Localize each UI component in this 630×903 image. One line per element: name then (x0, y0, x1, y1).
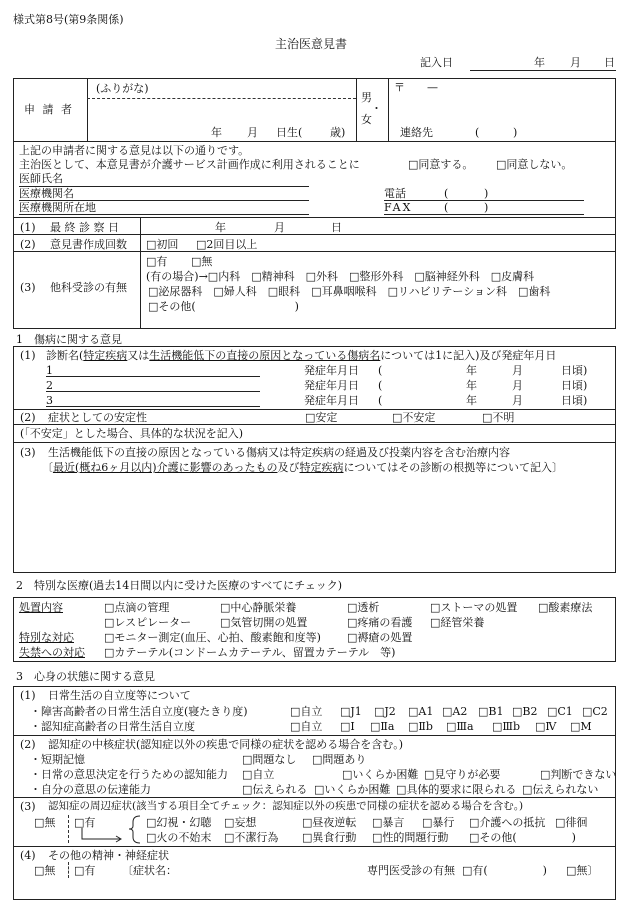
dementia-opt-2b[interactable]: □Ⅱb (408, 720, 433, 733)
institution-label: 医療機関名 (19, 187, 74, 200)
unstable-note: (「不安定」とした場合、具体的な状況を記入) (20, 427, 244, 440)
unstable-checkbox[interactable]: □不安定 (392, 411, 436, 424)
peripheral-sexual[interactable]: □性的問題行動 (372, 831, 449, 844)
times-first-checkbox[interactable]: □初回 (146, 238, 179, 251)
treatment-label: 処置内容 (19, 601, 63, 614)
other-dept-label: 他科受診の有無 (50, 281, 127, 294)
stability-num: (2) (20, 411, 36, 424)
elderly-opt-b2[interactable]: □B2 (512, 705, 538, 718)
date-entry-label: 記入日 (420, 56, 453, 69)
core-num: (2) (20, 738, 36, 751)
peripheral-num: (3) (20, 800, 36, 813)
times-label: 意見書作成回数 (50, 238, 127, 251)
diag-row-1-day: 日頃) (561, 364, 588, 377)
communication-opt-some-difficulty[interactable]: □いくらか困難 (314, 783, 391, 796)
peripheral-unclean[interactable]: □不潔行為 (224, 831, 279, 844)
applicant-label: 申 請 者 (24, 103, 74, 116)
date-entry-day: 日 (604, 56, 615, 69)
special-label: 特別な対応 (19, 631, 74, 644)
psych-specialist-yes[interactable]: □有( ) (462, 864, 547, 877)
peripheral-violence[interactable]: □暴行 (422, 816, 455, 829)
other-dept-row2[interactable]: (有の場合)→□内科 □精神科 □外科 □整形外科 □脳神経外科 □皮膚科 (146, 270, 535, 283)
diag-row-3-num: 3 (46, 394, 53, 407)
elderly-opt-a1[interactable]: □A1 (408, 705, 434, 718)
fax-paren-open: ( (444, 201, 449, 214)
phone-label: 電話 (384, 187, 406, 200)
communication-opt-limited[interactable]: □具体的要求に限られる (396, 783, 517, 796)
peripheral-hallucination[interactable]: □幻視・幻聴 (146, 816, 212, 829)
peripheral-wandering[interactable]: □徘徊 (555, 816, 588, 829)
psych-specialist-no[interactable]: □無〕 (566, 864, 599, 877)
elderly-opt-a2[interactable]: □A2 (442, 705, 468, 718)
birth-day: 日生( (276, 126, 303, 139)
psych-yes[interactable]: □有 (74, 864, 96, 877)
psych-none[interactable]: □無 (34, 864, 56, 877)
treatment-drip[interactable]: □点滴の管理 (104, 601, 170, 614)
treatment-oxygen[interactable]: □酸素療法 (538, 601, 593, 614)
other-dept-yes[interactable]: □有 (146, 255, 168, 268)
decision-opt-some-difficulty[interactable]: □いくらか困難 (342, 768, 419, 781)
peripheral-other[interactable]: □その他( ) (469, 831, 576, 844)
fax-label: FAX (384, 201, 413, 214)
elderly-opt-j1[interactable]: □J1 (340, 705, 362, 718)
decision-opt-independent[interactable]: □自立 (242, 768, 275, 781)
other-dept-row3[interactable]: □泌尿器科 □婦人科 □眼科 □耳鼻咽喉科 □リハビリテーション科 □歯科 (148, 285, 551, 298)
diag-row-3-year: 年 (466, 394, 477, 407)
diag-row-2-day: 日頃) (561, 379, 588, 392)
memory-opt-problem[interactable]: □問題あり (312, 753, 367, 766)
special-monitor[interactable]: □モニター測定(血圧、心拍、酸素飽和度等) (104, 631, 321, 644)
treatment-stoma[interactable]: □ストーマの処置 (430, 601, 518, 614)
treatment-tracheostomy[interactable]: □気管切開の処置 (220, 616, 308, 629)
date-entry-year: 年 (534, 56, 545, 69)
incontinence-catheter[interactable]: □カテーテル(コンドームカテーテル、留置カテーテル 等) (104, 646, 396, 659)
diag-row-2-open: ( (378, 379, 383, 392)
birth-age: 歳) (330, 126, 346, 139)
diag-row-1-month: 月 (512, 364, 523, 377)
last-exam-label: 最 終 診 察 日 (50, 221, 119, 234)
peripheral-none[interactable]: □無 (34, 816, 56, 829)
other-dept-row4[interactable]: □その他( ) (148, 300, 299, 313)
furigana-label: (ふりがな) (96, 82, 149, 95)
opinion-line1: 上記の申請者に関する意見は以下の通りです。 (19, 144, 250, 157)
psych-specialist-label: 専門医受診の有無 (367, 864, 455, 877)
opinion-line2: 主治医として、本意見書が介護サービス計画作成に利用されることに (19, 158, 360, 171)
peripheral-yes[interactable]: □有 (74, 816, 96, 829)
date-entry-month: 月 (570, 56, 581, 69)
diag-row-2-month: 月 (512, 379, 523, 392)
treatment-tube-feeding[interactable]: □経管栄養 (430, 616, 485, 629)
diag-row-2-label: 発症年月日 (304, 379, 359, 392)
dementia-opt-independent[interactable]: □自立 (290, 720, 323, 733)
contact-paren-close: ) (513, 126, 518, 139)
diag-row-3-month: 月 (512, 394, 523, 407)
last-exam-year: 年 (215, 221, 226, 234)
independence-title: 日常生活の自立度等について (48, 689, 191, 702)
communication-opt-cannot[interactable]: □伝えられない (522, 783, 599, 796)
communication-opt-can[interactable]: □伝えられる (242, 783, 308, 796)
independence-num: (1) (20, 689, 36, 702)
dementia-opt-1[interactable]: □Ⅰ (340, 720, 355, 733)
elderly-opt-independent[interactable]: □自立 (290, 705, 323, 718)
decision-label: ・日常の意思決定を行うための認知能力 (30, 768, 228, 781)
dementia-opt-3b[interactable]: □Ⅲb (492, 720, 521, 733)
dementia-opt-3a[interactable]: □Ⅲa (446, 720, 474, 733)
sex-female[interactable]: 女 (361, 113, 372, 126)
last-exam-num: (1) (20, 221, 36, 234)
birth-year: 年 (211, 126, 222, 139)
address-label: 医療機関所在地 (19, 201, 96, 214)
postal-code: 〒 — (394, 81, 438, 94)
diag-row-3-label: 発症年月日 (304, 394, 359, 407)
last-exam-day: 日 (331, 221, 342, 234)
decision-opt-supervision[interactable]: □見守りが必要 (424, 768, 501, 781)
treatment-pain[interactable]: □疼痛の看護 (347, 616, 413, 629)
diag-row-2-year: 年 (466, 379, 477, 392)
diag-row-3-day: 日頃) (561, 394, 588, 407)
core-title: 認知症の中核症状(認知症以外の疾患で同様の症状を認める場合を含む。) (48, 738, 404, 751)
peripheral-verbal-abuse[interactable]: □暴言 (372, 816, 405, 829)
arrow-icon (80, 814, 148, 846)
course-line2: 〔最近(概ね6ヶ月以内)介護に影響のあったもの及び特定疾病についてはその診断の根拠等について記入〕 (42, 461, 564, 474)
page-title: 主治医意見書 (275, 37, 348, 51)
contact-label: 連絡先 (400, 126, 433, 139)
section1-heading: 1 傷病に関する意見 (16, 333, 122, 346)
doctor-name-label: 医師氏名 (19, 172, 63, 185)
peripheral-pica[interactable]: □異食行動 (302, 831, 357, 844)
unknown-checkbox[interactable]: □不明 (482, 411, 515, 424)
elderly-label: ・障害高齢者の日常生活自立度(寝たきり度) (30, 705, 248, 718)
course-num: (3) (20, 446, 36, 459)
memory-opt-ok[interactable]: □問題なし (242, 753, 297, 766)
dementia-label: ・認知症高齢者の日常生活自立度 (30, 720, 195, 733)
sex-dot: ・ (371, 102, 382, 115)
times-second-checkbox[interactable]: □2回目以上 (196, 238, 258, 251)
special-pressure-ulcer[interactable]: □褥瘡の処置 (347, 631, 413, 644)
form-number: 様式第8号(第9条関係) (13, 13, 124, 26)
phone-paren-open: ( (444, 187, 449, 200)
memory-label: ・短期記憶 (30, 753, 85, 766)
elderly-opt-j2[interactable]: □J2 (374, 705, 396, 718)
phone-paren-close: ) (484, 187, 489, 200)
diag-num: (1) (20, 349, 36, 362)
course-line1: 生活機能低下の直接の原因となっている傷病又は特定疾病の経過及び投薬内容を含む治療内容 (48, 446, 510, 459)
course-text-area[interactable] (20, 480, 610, 568)
section2-heading: 2 特別な医療(過去14日間以内に受けた医療のすべてにチェック) (16, 579, 343, 592)
agree-checkbox[interactable]: □同意する。 (408, 158, 474, 171)
diag-row-2-num: 2 (46, 379, 53, 392)
treatment-respirator[interactable]: □レスピレーター (104, 616, 192, 629)
contact-paren-open: ( (475, 126, 480, 139)
dementia-opt-4[interactable]: □Ⅳ (535, 720, 557, 733)
diag-title: 診断名(特定疾病又は生活機能低下の直接の原因となっている傷病名については1に記入)及び発症年月日 (46, 349, 557, 362)
stable-checkbox[interactable]: □安定 (305, 411, 338, 424)
elderly-opt-c1[interactable]: □C1 (547, 705, 573, 718)
diag-row-1-num: 1 (46, 364, 53, 377)
dementia-opt-2a[interactable]: □Ⅱa (370, 720, 395, 733)
elderly-opt-c2[interactable]: □C2 (582, 705, 608, 718)
disagree-checkbox[interactable]: □同意しない。 (496, 158, 573, 171)
peripheral-fire[interactable]: □火の不始末 (146, 831, 212, 844)
diag-row-1-open: ( (378, 364, 383, 377)
peripheral-resistance[interactable]: □介護への抵抗 (469, 816, 546, 829)
diag-row-3-open: ( (378, 394, 383, 407)
dementia-opt-m[interactable]: □M (570, 720, 592, 733)
treatment-dialysis[interactable]: □透析 (347, 601, 380, 614)
psych-symptom-label: 〔症状名： (122, 864, 177, 877)
section3-heading: 3 心身の状態に関する意見 (16, 670, 155, 683)
communication-label: ・自分の意思の伝達能力 (30, 783, 151, 796)
diag-row-1-label: 発症年月日 (304, 364, 359, 377)
stability-label: 症状としての安定性 (48, 411, 147, 424)
diag-row-1-year: 年 (466, 364, 477, 377)
elderly-opt-b1[interactable]: □B1 (478, 705, 504, 718)
peripheral-delusion[interactable]: □妄想 (224, 816, 257, 829)
sex-male[interactable]: 男 (361, 91, 372, 104)
psych-title: その他の精神・神経症状 (48, 849, 169, 862)
times-num: (2) (20, 238, 36, 251)
birth-month: 月 (247, 126, 258, 139)
date-entry-underline (470, 70, 616, 71)
fax-paren-close: ) (484, 201, 489, 214)
peripheral-day-night[interactable]: □昼夜逆転 (302, 816, 357, 829)
other-dept-num: (3) (20, 281, 36, 294)
other-dept-no[interactable]: □無 (191, 255, 213, 268)
peripheral-title: 認知症の周辺症状(該当する項目全てチェック：認知症以外の疾患で同様の症状を認める場合を含む。) (48, 800, 524, 812)
last-exam-month: 月 (274, 221, 285, 234)
incontinence-label: 失禁への対応 (19, 646, 85, 659)
treatment-ivh[interactable]: □中心静脈栄養 (220, 601, 297, 614)
psych-num: (4) (20, 849, 36, 862)
decision-opt-cannot[interactable]: □判断できない (540, 768, 617, 781)
